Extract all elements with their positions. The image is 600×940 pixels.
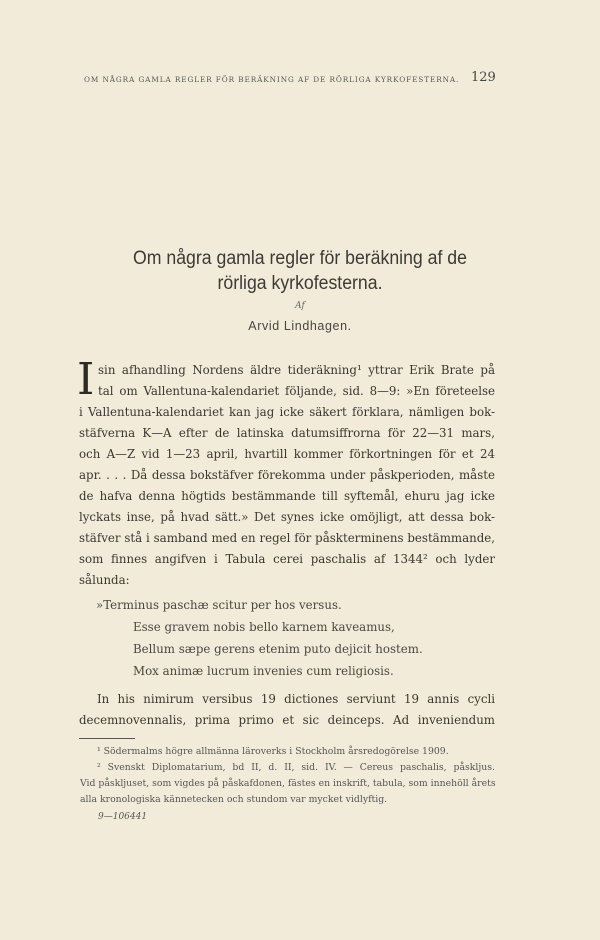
- body-line: stäfver stå i samband med en regel för påskterminens bestämmande,: [79, 531, 495, 545]
- page-number: 129: [471, 70, 496, 85]
- body-line: sin afhandling Nordens äldre tideräkning¹ yttrar Erik Brate på: [98, 363, 495, 377]
- footnote-rule: [79, 738, 135, 739]
- title-line-2: rörliga kyrkofesterna.: [217, 273, 383, 294]
- verse-line: »Terminus paschæ scitur per hos versus.: [96, 598, 342, 612]
- footnote-2-end: alla kronologiska kännetecken och stundom var mycket vidlyftig.: [80, 794, 388, 805]
- body-line: stäfverna K—A efter de latinska datumsiffrorna för 22—31 mars,: [79, 426, 495, 440]
- body-line: och A—Z vid 1—23 april, hvartill kommer förkortningen för et 24: [79, 447, 495, 461]
- byline-prefix: Af: [295, 301, 305, 311]
- drop-cap: I: [77, 354, 95, 405]
- body-line: tal om Vallentuna-kalendariet följande, sid. 8—9: »En företeelse: [98, 384, 495, 398]
- title-line-1: Om några gamla regler för beräkning af de: [133, 248, 467, 269]
- verse-line: Mox animæ lucrum invenies cum religiosis.: [133, 664, 394, 678]
- body-line: In his nimirum versibus 19 dictiones serviunt 19 annis cycli: [97, 692, 495, 706]
- running-head: OM NÅGRA GAMLA REGLER FÖR BERÄKNING AF DE RÖRLIGA KYRKOFESTERNA.: [84, 75, 460, 84]
- body-line: lyckats inse, på hvad sätt.» Det synes icke omöjligt, att dessa bok-: [79, 510, 495, 524]
- body-line: decemnovennalis, prima primo et sic deinceps. Ad inveniendum: [79, 713, 495, 727]
- body-line: i Vallentuna-kalendariet kan jag icke säkert förklara, nämligen bok-: [79, 405, 495, 419]
- body-line: de hafva denna högtids bestämmande till syftemål, ehuru jag icke: [79, 489, 495, 503]
- author: Arvid Lindhagen.: [248, 319, 352, 333]
- body-line: apr. . . . Då dessa bokstäfver förekomma under påskperioden, måste: [79, 468, 495, 482]
- footnote-2-cont: Vid påskljuset, som vigdes på påskafdonen, fästes en inskrift, tabula, som innehöll årets: [80, 778, 496, 789]
- verse-line: Bellum sæpe gerens etenim puto dejicit hostem.: [133, 642, 423, 656]
- verse-line: Esse gravem nobis bello karnem kaveamus,: [133, 620, 395, 634]
- body-line: som finnes angifven i Tabula cerei paschalis af 1344² och lyder: [79, 552, 495, 566]
- body-line: sålunda:: [79, 573, 130, 587]
- footnote-2: ² Svenskt Diplomatarium, bd II, d. II, sid. IV. — Cereus paschalis, påskljus.: [97, 762, 495, 773]
- footnote-1: ¹ Södermalms högre allmänna läroverks i Stockholm årsredogörelse 1909.: [97, 746, 449, 757]
- printer-signature: 9—106441: [98, 812, 148, 822]
